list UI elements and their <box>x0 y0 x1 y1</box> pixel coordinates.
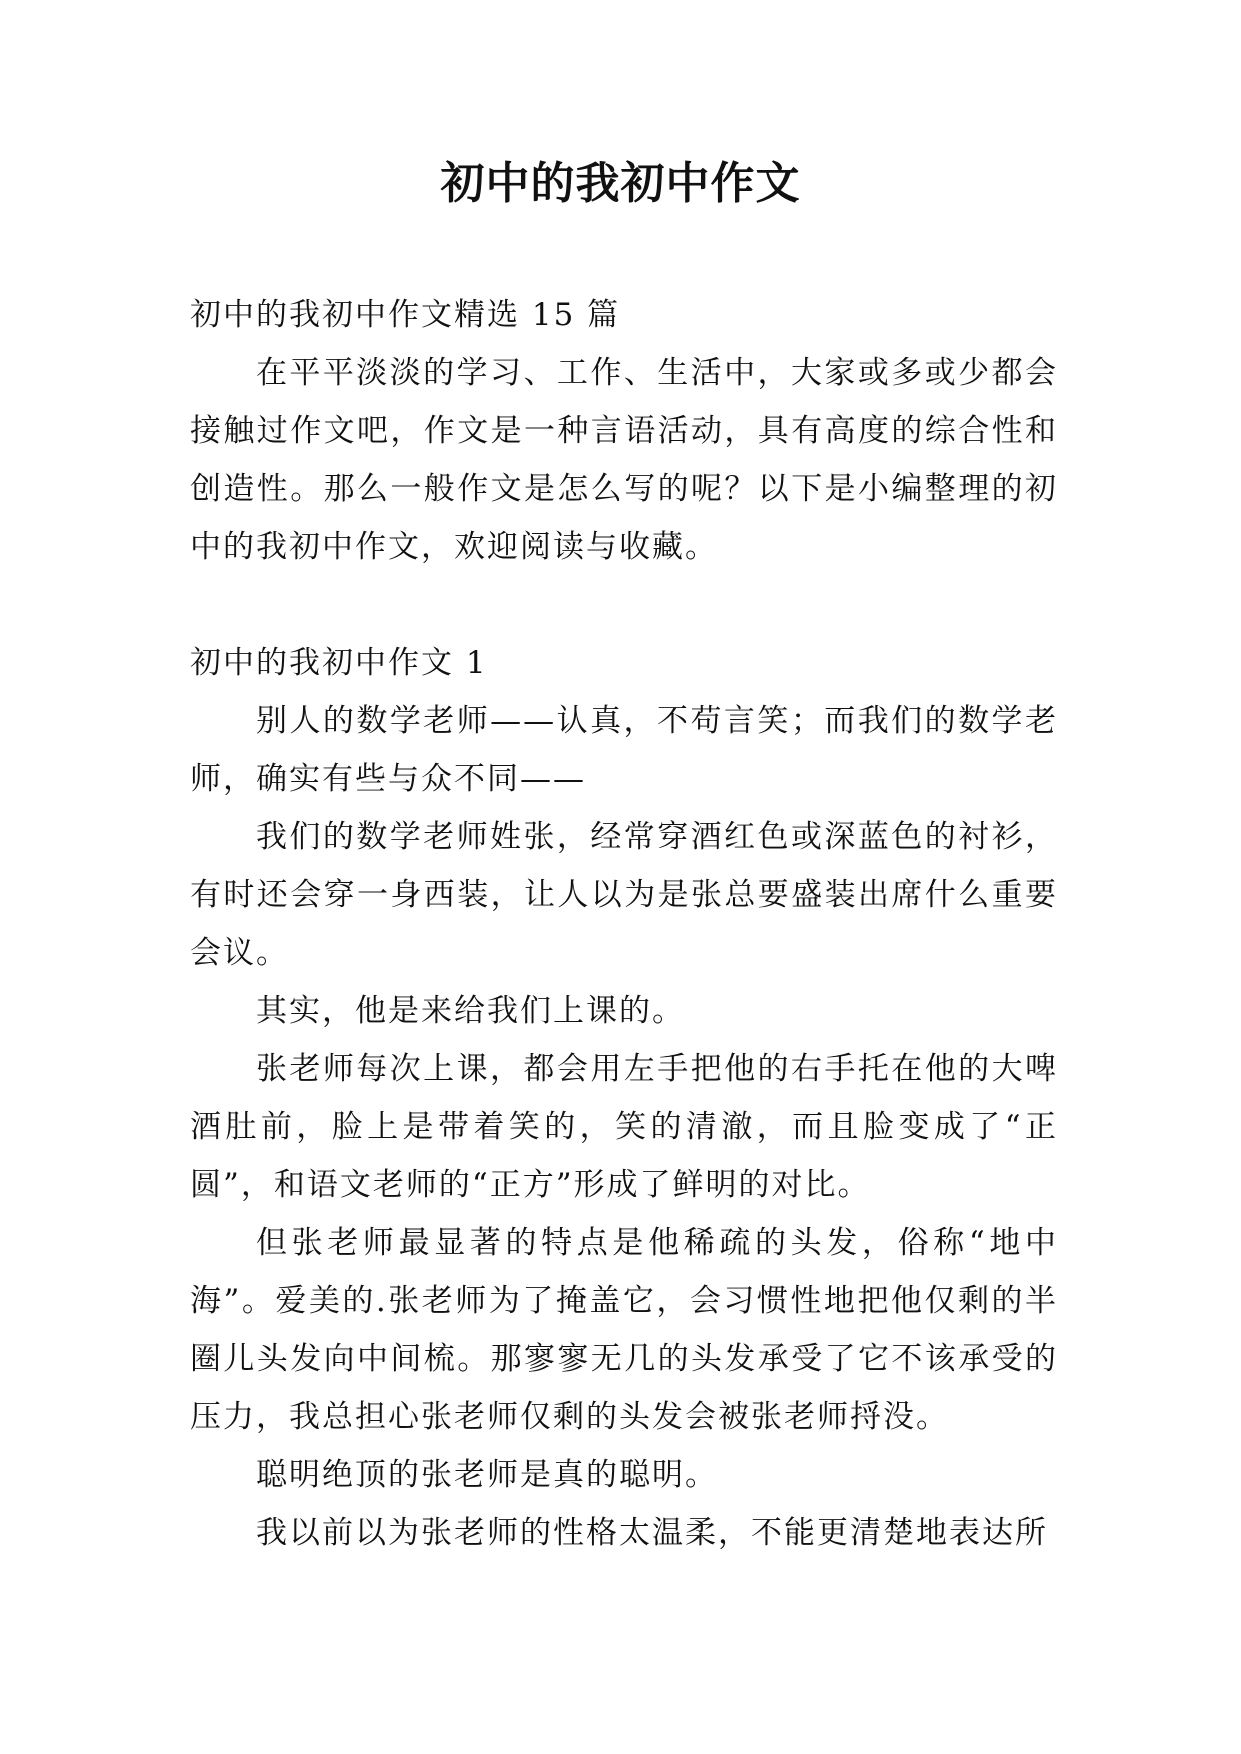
page-title: 初中的我初中作文 <box>440 158 801 209</box>
essay-paragraph: 聪明绝顶的张老师是真的聪明。 <box>256 1457 718 1493</box>
essay-paragraph: 别人的数学老师——认真，不苟言笑；而我们的数学老师，确实有些与众不同—— <box>190 703 1058 797</box>
section-heading: 初中的我初中作文 1 <box>190 645 488 681</box>
intro-paragraph: 在平平淡淡的学习、工作、生活中，大家或多或少都会接触过作文吧，作文是一种言语活动，具有高度的综合性和创造性。那么一般作文是怎么写的呢？以下是小编整理的初中的我初中作文，欢迎阅读与收藏。 <box>190 355 1058 565</box>
collection-subtitle: 初中的我初中作文精选 15 篇 <box>190 297 621 333</box>
document-body <box>190 286 1058 1562</box>
essay-paragraph: 但张老师最显著的特点是他稀疏的头发，俗称“地中海”。爱美的.张老师为了掩盖它，会习惯性地把他仅剩的半圈儿头发向中间梳。那寥寥无几的头发承受了它不该承受的压力，我总担心张老师仅剩的头发会被张老师捋没。 <box>190 1225 1058 1435</box>
essay-paragraph: 其实，他是来给我们上课的。 <box>256 993 685 1029</box>
essay-paragraph: 我以前以为张老师的性格太温柔，不能更清楚地表达所 <box>256 1515 1048 1551</box>
essay-paragraph: 张老师每次上课，都会用左手把他的右手托在他的大啤酒肚前，脸上是带着笑的，笑的清澈，而且脸变成了“正圆”，和语文老师的“正方”形成了鲜明的对比。 <box>190 1051 1058 1203</box>
essay-paragraph: 我们的数学老师姓张，经常穿酒红色或深蓝色的衬衫，有时还会穿一身西装，让人以为是张总要盛装出席什么重要会议。 <box>190 819 1058 971</box>
